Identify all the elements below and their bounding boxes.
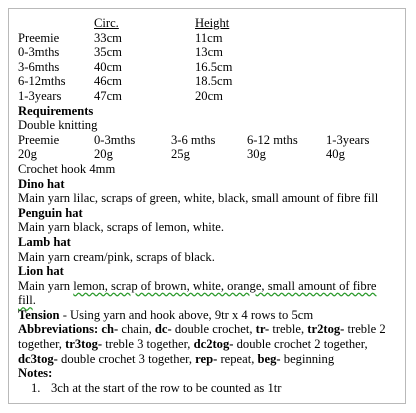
note-number: 1. bbox=[31, 380, 41, 395]
abbreviation-code: tr- bbox=[255, 322, 270, 337]
abbreviation-meaning: double crochet 3 together, bbox=[57, 351, 196, 366]
abbreviation-meaning: chain, bbox=[118, 322, 155, 337]
lion-text-start: Main yarn bbox=[18, 278, 74, 293]
abbreviation-meaning: double crochet, bbox=[171, 322, 256, 337]
size-cell: 1-3years bbox=[18, 88, 62, 103]
hook-size: Crochet hook 4mm bbox=[18, 161, 116, 176]
yarn-type: Double knitting bbox=[18, 118, 98, 133]
size-cell: 0-3mths bbox=[18, 45, 60, 60]
abbreviation-code: dc- bbox=[154, 322, 172, 337]
circ-column-header: Circ. bbox=[94, 16, 119, 30]
lamb-hat-materials: Main yarn cream/pink, scraps of black. bbox=[18, 249, 215, 264]
size-table-row bbox=[18, 60, 390, 75]
yarn-size-label: 1-3years bbox=[326, 132, 370, 147]
size-table-header bbox=[18, 16, 390, 31]
penguin-hat-materials: Main yarn black, scraps of lemon, white. bbox=[18, 220, 224, 235]
height-column-header: Height bbox=[195, 16, 230, 30]
yarn-weight: 20g bbox=[94, 147, 113, 162]
lamb-hat-heading: Lamb hat bbox=[18, 234, 71, 249]
yarn-size-label: 3-6 mths bbox=[171, 132, 216, 147]
height-cell: 20cm bbox=[195, 88, 223, 103]
pattern-document bbox=[18, 16, 390, 395]
yarn-size-label: 0-3mths bbox=[94, 132, 136, 147]
height-cell: 18.5cm bbox=[195, 74, 233, 89]
yarn-weight: 25g bbox=[171, 147, 190, 162]
lion-hat-materials bbox=[18, 279, 390, 308]
abbreviation-meaning: treble 3 together, bbox=[102, 337, 194, 352]
note-text: 3ch at the start of the row to be counted as 1tr bbox=[51, 380, 282, 395]
notes-list-item bbox=[18, 381, 390, 396]
size-table-row bbox=[18, 45, 390, 60]
tension-text: - Using yarn and hook above, 9tr x 4 rows to 5cm bbox=[59, 307, 314, 322]
abbreviation-meaning: beginning bbox=[280, 351, 335, 366]
circ-cell: 35cm bbox=[94, 45, 122, 60]
yarn-size-label: Preemie bbox=[18, 132, 60, 147]
abbreviations-paragraph bbox=[18, 322, 390, 366]
abbreviation-code: tr3tog- bbox=[65, 337, 103, 352]
abbreviation-code: rep- bbox=[195, 351, 218, 366]
circ-cell: 46cm bbox=[94, 74, 122, 89]
abbreviation-meaning: repeat, bbox=[217, 351, 258, 366]
height-cell: 11cm bbox=[195, 30, 223, 45]
abbreviation-meaning: treble 2 together, bbox=[18, 322, 386, 352]
size-cell: Preemie bbox=[18, 30, 60, 45]
requirements-heading: Requirements bbox=[18, 103, 94, 118]
height-cell: 16.5cm bbox=[195, 59, 233, 74]
yarn-weight-row bbox=[18, 147, 390, 162]
height-cell: 13cm bbox=[195, 45, 223, 60]
yarn-size-row bbox=[18, 133, 390, 148]
abbreviation-meaning: treble, bbox=[269, 322, 308, 337]
lion-text-end: . bbox=[32, 293, 36, 308]
dino-hat-materials: Main yarn lilac, scraps of green, white, black, small amount of fibre fill bbox=[18, 191, 379, 206]
yarn-weight: 40g bbox=[326, 147, 345, 162]
notes-heading: Notes: bbox=[18, 366, 53, 381]
size-cell: 3-6mths bbox=[18, 59, 60, 74]
penguin-hat-heading: Penguin hat bbox=[18, 205, 83, 220]
size-table-row bbox=[18, 89, 390, 104]
abbreviation-meaning: double crochet 2 together, bbox=[233, 337, 368, 352]
yarn-size-label: 6-12 mths bbox=[247, 132, 298, 147]
circ-cell: 47cm bbox=[94, 88, 122, 103]
tension-line bbox=[18, 308, 390, 323]
abbreviation-code: ch- bbox=[101, 322, 119, 337]
size-column-header bbox=[18, 16, 94, 31]
circ-cell: 33cm bbox=[94, 30, 122, 45]
tension-label: Tension bbox=[18, 307, 60, 322]
abbreviation-code: dc2tog- bbox=[193, 337, 234, 352]
grammar-marked-text: lemon, scrap of brown, white, orange, small amount of fibre fill bbox=[18, 278, 377, 308]
abbreviation-code: tr2tog- bbox=[307, 322, 345, 337]
abbreviation-code: beg- bbox=[257, 351, 281, 366]
size-cell: 6-12mths bbox=[18, 74, 66, 89]
size-table-row bbox=[18, 74, 390, 89]
yarn-weight: 20g bbox=[18, 147, 37, 162]
lion-hat-heading: Lion hat bbox=[18, 264, 64, 279]
yarn-weight: 30g bbox=[247, 147, 266, 162]
abbreviation-code: dc3tog- bbox=[18, 351, 58, 366]
dino-hat-heading: Dino hat bbox=[18, 176, 65, 191]
size-table-row bbox=[18, 31, 390, 46]
abbreviations-label: Abbreviations: bbox=[18, 322, 99, 337]
circ-cell: 40cm bbox=[94, 59, 122, 74]
